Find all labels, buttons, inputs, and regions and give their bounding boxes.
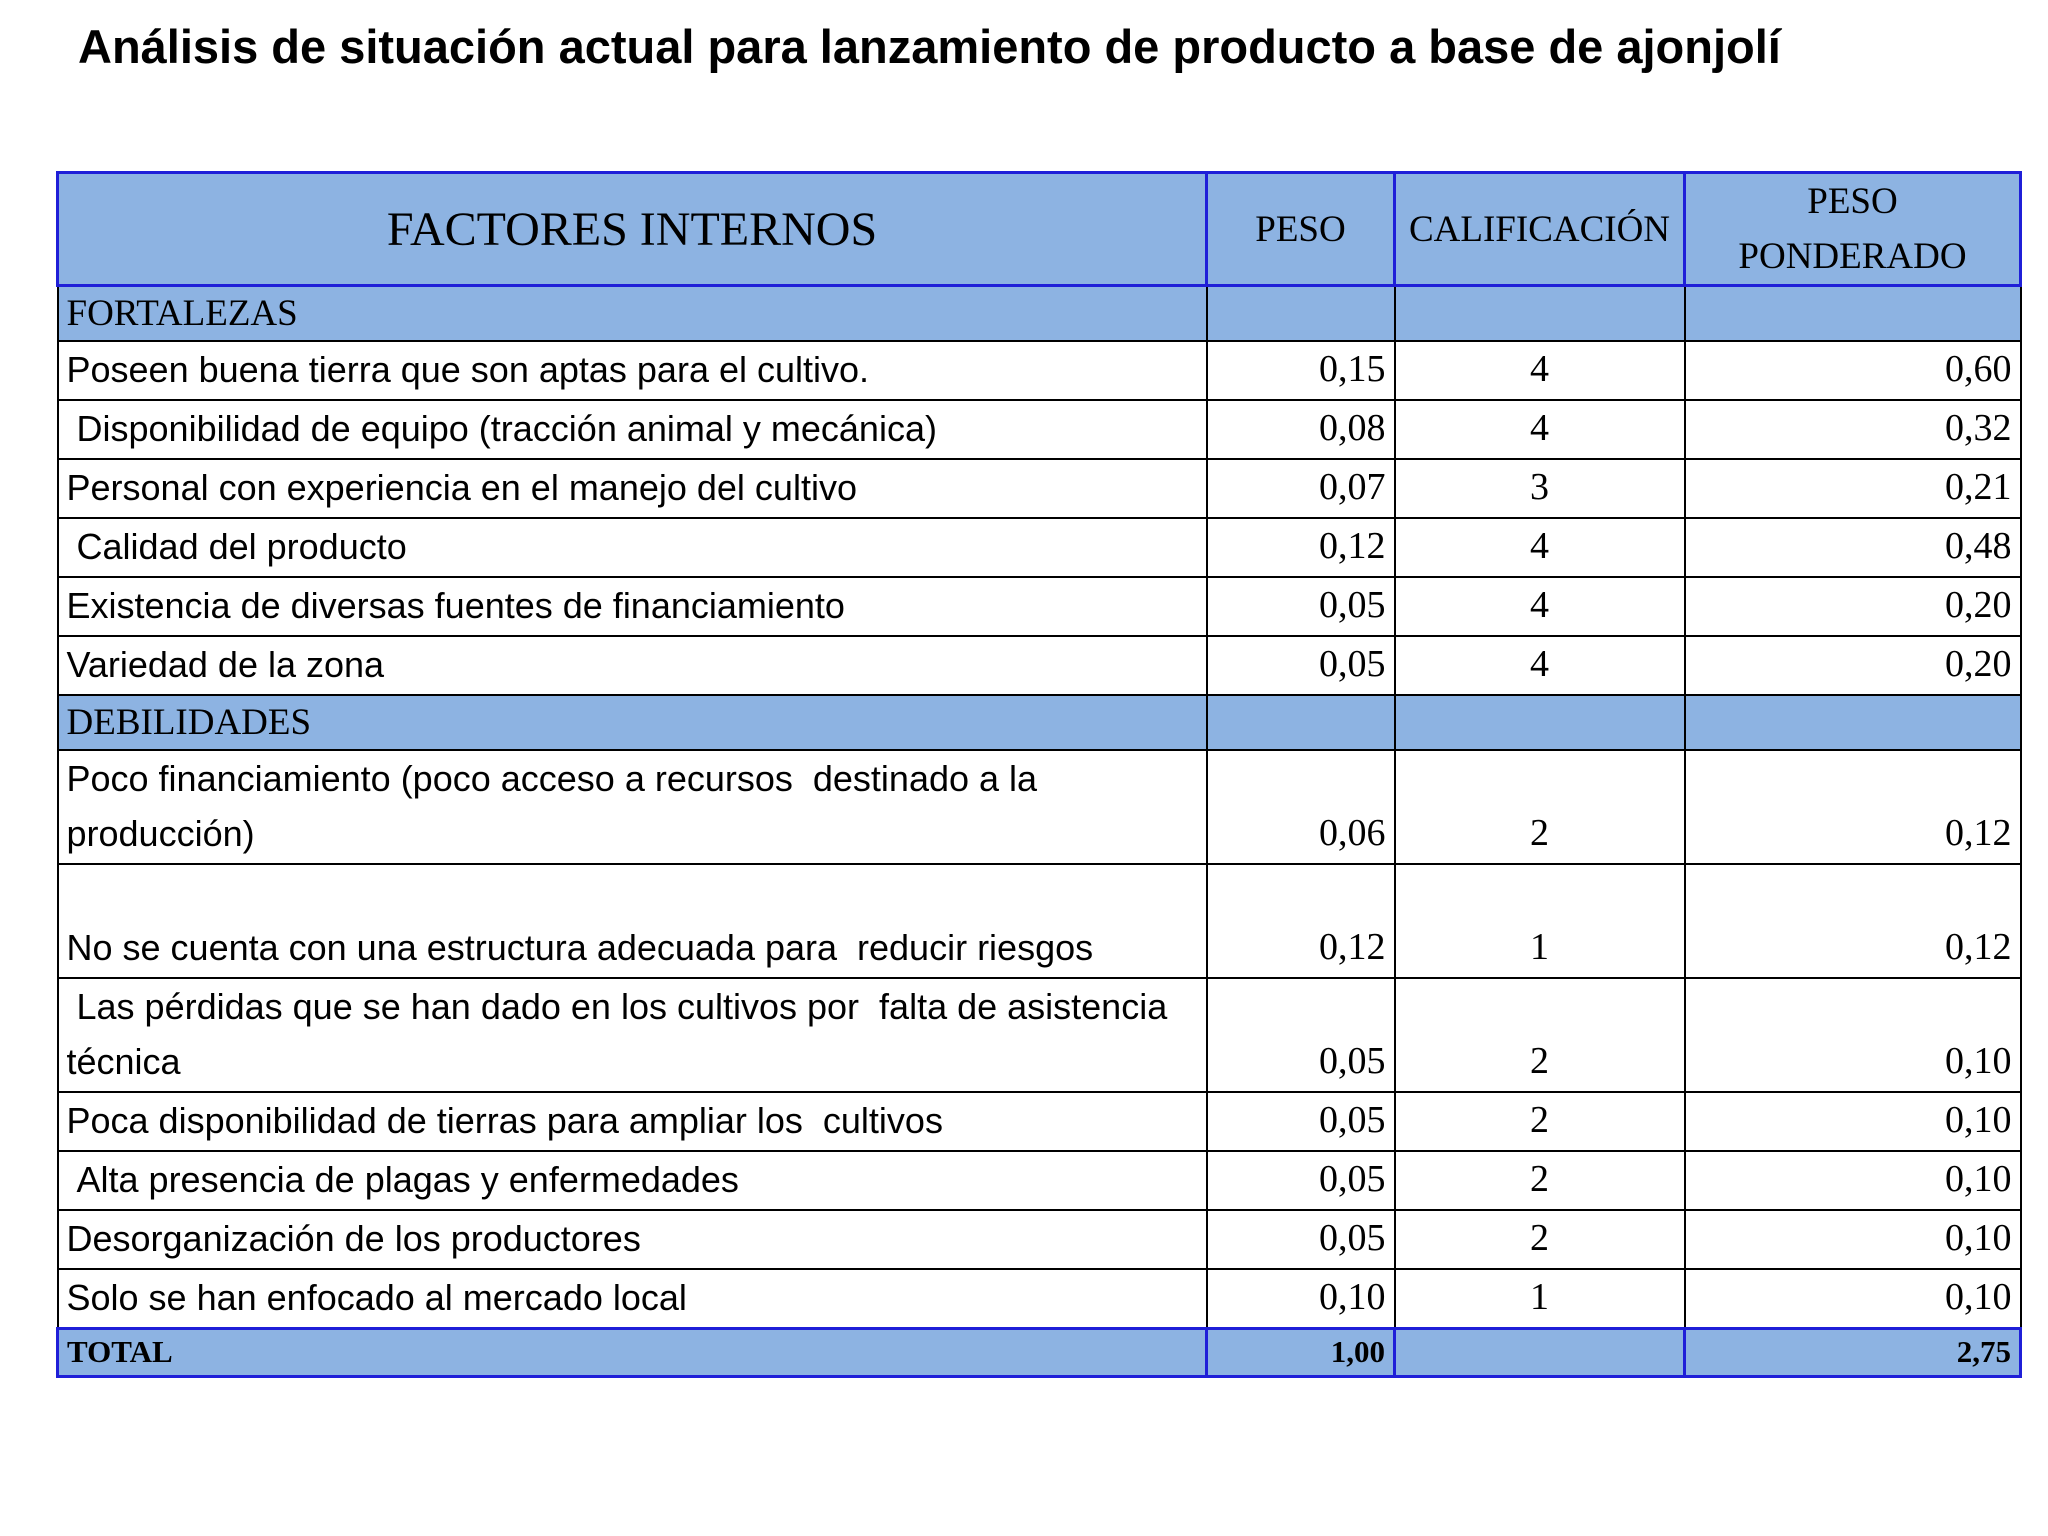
factor-cell: No se cuenta con una estructura adecuada para reducir riesgos — [58, 864, 1207, 978]
peso-ponderado-cell: 0,60 — [1685, 341, 2021, 400]
factor-cell: Las pérdidas que se han dado en los cultivos por falta de asistencia técnica — [58, 978, 1207, 1092]
calificacion-cell: 4 — [1395, 400, 1685, 459]
peso-cell: 0,05 — [1207, 978, 1395, 1092]
peso-ponderado-cell: 0,10 — [1685, 978, 2021, 1092]
section-row-debilidades — [58, 695, 2021, 750]
total-row — [58, 1328, 2021, 1376]
peso-ponderado-cell: 0,20 — [1685, 577, 2021, 636]
calificacion-cell: 3 — [1395, 459, 1685, 518]
peso-ponderado-cell: 0,21 — [1685, 459, 2021, 518]
peso-ponderado-cell: 0,10 — [1685, 1092, 2021, 1151]
table-row — [58, 577, 2021, 636]
factor-cell: Poca disponibilidad de tierras para ampliar los cultivos — [58, 1092, 1207, 1151]
peso-cell: 0,06 — [1207, 750, 1395, 864]
section-empty-cell — [1685, 695, 2021, 750]
section-label-fortalezas: FORTALEZAS — [58, 286, 1207, 341]
slide-title: Análisis de situación actual para lanzamiento de producto a base de ajonjolí — [78, 20, 1781, 73]
peso-cell: 0,08 — [1207, 400, 1395, 459]
peso-ponderado-cell: 0,10 — [1685, 1269, 2021, 1329]
peso-cell: 0,12 — [1207, 864, 1395, 978]
calificacion-cell: 2 — [1395, 1210, 1685, 1269]
peso-cell: 0,05 — [1207, 1210, 1395, 1269]
peso-ponderado-cell: 0,48 — [1685, 518, 2021, 577]
factor-cell: Desorganización de los productores — [58, 1210, 1207, 1269]
peso-cell: 0,15 — [1207, 341, 1395, 400]
factor-cell: Solo se han enfocado al mercado local — [58, 1269, 1207, 1329]
calificacion-cell: 4 — [1395, 636, 1685, 695]
peso-cell: 0,05 — [1207, 577, 1395, 636]
factor-cell: Variedad de la zona — [58, 636, 1207, 695]
factor-cell: Alta presencia de plagas y enfermedades — [58, 1151, 1207, 1210]
calificacion-cell: 1 — [1395, 1269, 1685, 1329]
table-row — [58, 459, 2021, 518]
peso-cell: 0,05 — [1207, 1092, 1395, 1151]
table-row — [58, 1210, 2021, 1269]
peso-ponderado-cell: 0,12 — [1685, 864, 2021, 978]
peso-cell: 0,07 — [1207, 459, 1395, 518]
table-row — [58, 400, 2021, 459]
factor-cell: Existencia de diversas fuentes de financiamiento — [58, 577, 1207, 636]
total-calificacion-empty — [1395, 1328, 1685, 1376]
header-factores-internos: FACTORES INTERNOS — [58, 173, 1207, 286]
table-row — [58, 1151, 2021, 1210]
header-peso-ponderado: PESO PONDERADO — [1685, 173, 2021, 286]
peso-ponderado-cell: 0,20 — [1685, 636, 2021, 695]
calificacion-cell: 2 — [1395, 978, 1685, 1092]
table-row — [58, 1092, 2021, 1151]
factor-cell: Disponibilidad de equipo (tracción animal y mecánica) — [58, 400, 1207, 459]
section-empty-cell — [1207, 286, 1395, 341]
section-row-fortalezas — [58, 286, 2021, 341]
total-label: TOTAL — [58, 1328, 1207, 1376]
efi-matrix-table — [56, 171, 2022, 1378]
table-row — [58, 1269, 2021, 1329]
table-row — [58, 978, 2021, 1092]
calificacion-cell: 2 — [1395, 1092, 1685, 1151]
calificacion-cell: 4 — [1395, 341, 1685, 400]
section-empty-cell — [1395, 695, 1685, 750]
total-peso-ponderado: 2,75 — [1685, 1328, 2021, 1376]
header-row — [58, 173, 2021, 286]
table-row — [58, 864, 2021, 978]
table-row — [58, 518, 2021, 577]
peso-ponderado-cell: 0,10 — [1685, 1210, 2021, 1269]
matrix-body — [58, 173, 2021, 1377]
total-peso: 1,00 — [1207, 1328, 1395, 1376]
table-row — [58, 341, 2021, 400]
peso-ponderado-cell: 0,32 — [1685, 400, 2021, 459]
factor-cell: Calidad del producto — [58, 518, 1207, 577]
peso-ponderado-cell: 0,10 — [1685, 1151, 2021, 1210]
calificacion-cell: 1 — [1395, 864, 1685, 978]
calificacion-cell: 4 — [1395, 577, 1685, 636]
section-empty-cell — [1395, 286, 1685, 341]
peso-ponderado-cell: 0,12 — [1685, 750, 2021, 864]
peso-cell: 0,05 — [1207, 636, 1395, 695]
table-row — [58, 636, 2021, 695]
peso-cell: 0,10 — [1207, 1269, 1395, 1329]
factor-cell: Personal con experiencia en el manejo del cultivo — [58, 459, 1207, 518]
section-empty-cell — [1207, 695, 1395, 750]
calificacion-cell: 2 — [1395, 750, 1685, 864]
table-row — [58, 750, 2021, 864]
calificacion-cell: 2 — [1395, 1151, 1685, 1210]
factor-cell: Poseen buena tierra que son aptas para el cultivo. — [58, 341, 1207, 400]
factor-cell: Poco financiamiento (poco acceso a recursos destinado a la producción) — [58, 750, 1207, 864]
peso-cell: 0,05 — [1207, 1151, 1395, 1210]
calificacion-cell: 4 — [1395, 518, 1685, 577]
peso-cell: 0,12 — [1207, 518, 1395, 577]
header-calificacion: CALIFICACIÓN — [1395, 173, 1685, 286]
header-peso: PESO — [1207, 173, 1395, 286]
section-label-debilidades: DEBILIDADES — [58, 695, 1207, 750]
section-empty-cell — [1685, 286, 2021, 341]
